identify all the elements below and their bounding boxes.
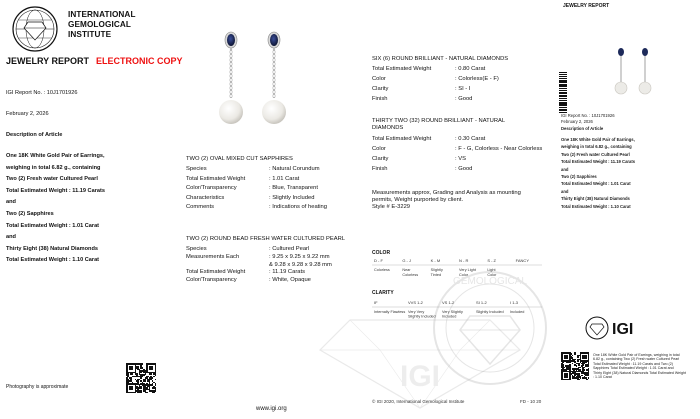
field-label: Comments (186, 204, 215, 211)
description-line: Thirty Eight (38) Natural Diamonds (6, 245, 98, 252)
field-label: Clarity (372, 86, 389, 92)
svg-text:IGI: IGI (612, 321, 634, 338)
clarity-grade: VVS 1-2 (408, 300, 423, 305)
igi-logo (585, 310, 645, 346)
summary-description-line: weighing in total 6.82 g., containing (561, 144, 632, 150)
color-grade-label: Near (402, 268, 411, 272)
description-line: Two (2) Sapphires (6, 210, 54, 217)
description-list (6, 151, 171, 267)
clarity-grade: VS 1-2 (442, 300, 455, 305)
pearls-table (186, 246, 366, 296)
summary-description-title: Description of Article (561, 126, 604, 131)
summary-description-list (561, 136, 691, 210)
description-line: and (6, 234, 16, 241)
clarity-grade-label: Internally Flawless (374, 310, 406, 314)
color-grade: K - M (430, 258, 441, 263)
diamonds-thirty-two-title: THIRTY TWO (32) ROUND BRILLIANT - NATURAL DIAMONDS (372, 118, 506, 131)
photo-note: Photography is approximate (6, 384, 69, 390)
diamonds-thirty-two-table (372, 136, 552, 176)
summary-card (553, 0, 700, 419)
igi-diamond-watermark (300, 300, 540, 410)
description-line: Two (2) Fresh water Cultured Pearl (6, 176, 98, 183)
summary-line: Sapphires Total Estimated Weight : 1.01 Carat and (593, 366, 674, 371)
summary-text (593, 353, 698, 379)
summary-line: One 18K White Gold Pair of Earrings, weighing in total (593, 353, 680, 357)
summary-description-line: and (561, 188, 569, 194)
field-value: : Good (455, 96, 473, 102)
summary-description-line: Thirty Eight (38) Natural Diamonds (561, 196, 630, 202)
field-label: Total Estimated Weight (186, 269, 246, 276)
clarity-grade-label: Very Slightly (442, 310, 463, 314)
summary-earrings-photo (597, 46, 667, 98)
field-label: Color (372, 76, 386, 82)
pearls-title: TWO (2) ROUND BEAD FRESH WATER CULTURED PEARL (186, 236, 345, 242)
clarity-grade-label: Slightly Included (408, 314, 436, 319)
color-scale-title: COLOR (372, 250, 391, 256)
field-value: : VS (455, 156, 466, 162)
color-grade-label: Color (459, 273, 469, 277)
field-value: : F - G, Colorless - Near Colorless (455, 146, 543, 152)
field-value: : 1.01 Carat (269, 175, 300, 182)
diamonds-six-table (372, 66, 552, 106)
color-grade: D - F (374, 258, 383, 263)
field-value: : 9.25 x 9.25 x 9.22 mm (269, 253, 330, 260)
svg-text:GEMOLOGICAL: GEMOLOGICAL (453, 276, 527, 287)
description-line: Total Estimated Weight : 11.19 Carats (6, 187, 105, 194)
field-value: : Good (455, 166, 473, 172)
report-date: February 2, 2026 (6, 111, 49, 117)
color-grade: G - J (402, 258, 412, 263)
qr-code (126, 363, 156, 393)
color-grade-label: Tinted (430, 273, 442, 277)
color-grade-label: Colorless (402, 273, 419, 277)
summary-description-line: One 18K White Gold Pair of Earrings, (561, 137, 635, 142)
sapphires-table (186, 166, 366, 216)
clarity-grade-label: Included (442, 314, 457, 319)
field-value: : Indications of heating (269, 204, 328, 211)
field-value: : 0.30 Carat (455, 136, 486, 142)
field-label: Color/Transparency (186, 277, 237, 284)
clarity-grade: I 1-3 (510, 300, 519, 305)
field-value: : Slightly Included (269, 194, 315, 201)
summary-line: : 1.10 Carat (593, 375, 612, 380)
summary-description-line: and (561, 166, 569, 172)
summary-description-line: Total Estimated Weight : 1.01 Carat (561, 181, 631, 187)
summary-line: Thirty Eight (38) Natural Diamonds Total Estimated Weight (593, 370, 686, 375)
electronic-copy-label: ELECTRONIC COPY (96, 56, 183, 66)
color-grade-label: Very Light (459, 268, 476, 272)
field-label: Species (186, 246, 207, 252)
summary-qr-code (561, 352, 589, 380)
description-line: and (6, 199, 16, 206)
field-label: Finish (372, 96, 388, 102)
diamonds-six-title: SIX (6) ROUND BRILLIANT - NATURAL DIAMONDS (372, 56, 509, 62)
website-url: www.igi.org (256, 406, 287, 412)
summary-header: JEWELRY REPORT (563, 3, 610, 9)
field-label: Finish (372, 166, 388, 172)
earrings-photo (200, 26, 300, 132)
field-value: : SI - I (455, 86, 471, 92)
description-line: Total Estimated Weight : 1.01 Carat (6, 222, 100, 229)
summary-line: 6.82 g., containing Two (2) Fresh water Cultured Pearl (593, 357, 680, 362)
field-value: : Natural Corundum (269, 166, 320, 172)
form-number: FD - 10 20 (520, 399, 542, 404)
igi-globe-logo (6, 4, 64, 54)
field-label: Color (372, 146, 386, 152)
color-grade: FANCY (515, 258, 530, 263)
description-line: One 18K White Gold Pair of Earrings, (6, 153, 105, 159)
report-title: JEWELRY REPORT (6, 56, 90, 66)
field-label: Characteristics (186, 194, 225, 201)
field-label: Clarity (372, 156, 389, 162)
field-value: : Blue, Transparent (269, 185, 318, 192)
color-grade-label: Light (487, 268, 496, 272)
field-label: Total Estimated Weight (372, 66, 432, 72)
svg-text:IGI: IGI (399, 360, 441, 393)
field-label: Total Estimated Weight (186, 175, 246, 182)
field-label: Color/Transparency (186, 185, 237, 192)
color-grade: N - R (459, 258, 469, 263)
clarity-grade: IF (374, 300, 378, 305)
description-line: Total Estimated Weight : 1.10 Carat (6, 257, 100, 264)
sapphires-title: TWO (2) OVAL MIXED CUT SAPPHIRES (186, 156, 293, 162)
clarity-grade-label: Very Very (408, 310, 425, 314)
grading-notes: Measurements approx, Grading and Analysis as mounting permits, Weight purported by client. Style # E-3229 (372, 190, 521, 210)
summary-description-line: Total Estimated Weight : 11.19 Carats (561, 159, 636, 165)
field-label: Total Estimated Weight (372, 136, 432, 142)
field-value: : 11.19 Carats (269, 269, 305, 276)
description-line: weighing in total 6.82 g., containing (6, 164, 101, 171)
summary-date: February 2, 2026 (561, 119, 593, 124)
color-grade: S - Z (487, 258, 497, 263)
description-title: Description of Article (6, 132, 63, 138)
field-value: & 9.28 x 9.28 x 9.28 mm (269, 261, 332, 268)
color-grade-label: Slightly (430, 268, 443, 272)
summary-description-line: Two (2) Fresh water Cultured Pearl (561, 151, 630, 157)
field-value: : 0.80 Carat (455, 66, 486, 72)
clarity-grade-label: Included (510, 310, 525, 314)
field-label: Species (186, 166, 207, 172)
field-value: : Colorless(E - F) (455, 76, 499, 82)
clarity-grade: SI 1-2 (476, 300, 487, 305)
organization-name: INTERNATIONAL GEMOLOGICAL INSTITUTE (68, 10, 136, 39)
clarity-grade-label: Slightly Included (476, 310, 504, 314)
field-label: Measurements Each (186, 253, 240, 260)
color-grade-label: Colorless (374, 268, 390, 272)
summary-description-line: Total Estimated Weight : 1.10 Carat (561, 203, 631, 209)
summary-description-line: Two (2) Sapphires (561, 174, 597, 180)
summary-report-number: IGI Report No. : 10J1701926 (561, 113, 615, 118)
barcode (559, 72, 567, 112)
copyright-text: © IGI 2020, International Gemological Institute (372, 399, 465, 404)
color-grade-label: Color (487, 273, 497, 277)
field-value: : White, Opaque (269, 277, 311, 284)
report-number: IGI Report No. : 10J1701926 (6, 90, 78, 96)
clarity-scale-title: CLARITY (372, 290, 394, 296)
summary-line: Total Estimated Weight : 11.19 Carats and Two (2) (593, 361, 673, 366)
field-value: : Cultured Pearl (269, 246, 310, 252)
